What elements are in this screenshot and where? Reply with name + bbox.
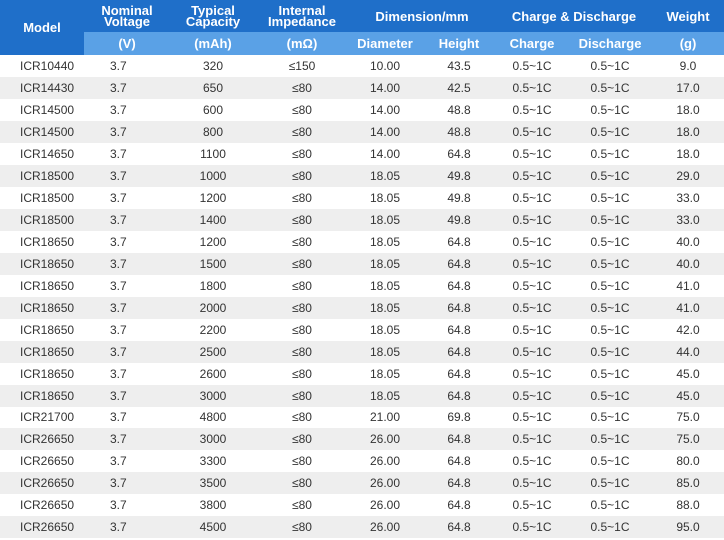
cell-weight: 88.0 bbox=[652, 494, 724, 516]
table-row bbox=[0, 297, 724, 319]
cell-voltage: 3.7 bbox=[84, 275, 170, 297]
cell-charge: 0.5~1C bbox=[496, 450, 568, 472]
header-row-units bbox=[0, 32, 724, 55]
cell-impedance: ≤80 bbox=[256, 143, 348, 165]
cell-discharge: 0.5~1C bbox=[568, 385, 652, 407]
cell-height: 42.5 bbox=[422, 77, 496, 99]
cell-voltage: 3.7 bbox=[84, 143, 170, 165]
cell-impedance: ≤80 bbox=[256, 450, 348, 472]
cell-capacity: 1200 bbox=[170, 231, 256, 253]
cell-discharge: 0.5~1C bbox=[568, 121, 652, 143]
cell-weight: 33.0 bbox=[652, 187, 724, 209]
table-row bbox=[0, 341, 724, 363]
cell-weight: 29.0 bbox=[652, 165, 724, 187]
cell-diameter: 14.00 bbox=[348, 121, 422, 143]
cell-capacity: 800 bbox=[170, 121, 256, 143]
cell-weight: 45.0 bbox=[652, 363, 724, 385]
cell-weight: 40.0 bbox=[652, 231, 724, 253]
cell-charge: 0.5~1C bbox=[496, 99, 568, 121]
cell-charge: 0.5~1C bbox=[496, 275, 568, 297]
cell-impedance: ≤80 bbox=[256, 472, 348, 494]
cell-model: ICR18650 bbox=[0, 275, 84, 297]
cell-diameter: 14.00 bbox=[348, 99, 422, 121]
cell-diameter: 26.00 bbox=[348, 428, 422, 450]
cell-height: 64.8 bbox=[422, 143, 496, 165]
table-row bbox=[0, 428, 724, 450]
cell-capacity: 650 bbox=[170, 77, 256, 99]
cell-diameter: 21.00 bbox=[348, 407, 422, 429]
cell-diameter: 18.05 bbox=[348, 231, 422, 253]
cell-charge: 0.5~1C bbox=[496, 363, 568, 385]
cell-impedance: ≤80 bbox=[256, 407, 348, 429]
cell-weight: 33.0 bbox=[652, 209, 724, 231]
header-discharge: Discharge bbox=[568, 32, 652, 55]
cell-voltage: 3.7 bbox=[84, 450, 170, 472]
cell-voltage: 3.7 bbox=[84, 165, 170, 187]
cell-capacity: 2600 bbox=[170, 363, 256, 385]
cell-model: ICR18650 bbox=[0, 319, 84, 341]
table-body bbox=[0, 55, 724, 538]
cell-charge: 0.5~1C bbox=[496, 143, 568, 165]
cell-impedance: ≤80 bbox=[256, 297, 348, 319]
cell-impedance: ≤80 bbox=[256, 385, 348, 407]
cell-diameter: 18.05 bbox=[348, 275, 422, 297]
cell-charge: 0.5~1C bbox=[496, 385, 568, 407]
cell-voltage: 3.7 bbox=[84, 77, 170, 99]
cell-charge: 0.5~1C bbox=[496, 121, 568, 143]
cell-weight: 42.0 bbox=[652, 319, 724, 341]
cell-voltage: 3.7 bbox=[84, 231, 170, 253]
cell-model: ICR10440 bbox=[0, 55, 84, 77]
cell-height: 64.8 bbox=[422, 385, 496, 407]
cell-discharge: 0.5~1C bbox=[568, 55, 652, 77]
table-row bbox=[0, 253, 724, 275]
cell-charge: 0.5~1C bbox=[496, 319, 568, 341]
cell-height: 64.8 bbox=[422, 450, 496, 472]
cell-height: 64.8 bbox=[422, 428, 496, 450]
cell-capacity: 4500 bbox=[170, 516, 256, 538]
cell-voltage: 3.7 bbox=[84, 121, 170, 143]
cell-weight: 9.0 bbox=[652, 55, 724, 77]
table-row bbox=[0, 450, 724, 472]
cell-height: 64.8 bbox=[422, 253, 496, 275]
header-weight: Weight bbox=[652, 0, 724, 32]
cell-impedance: ≤80 bbox=[256, 341, 348, 363]
cell-capacity: 3000 bbox=[170, 385, 256, 407]
cell-capacity: 2200 bbox=[170, 319, 256, 341]
table-row bbox=[0, 55, 724, 77]
table-row bbox=[0, 165, 724, 187]
cell-impedance: ≤80 bbox=[256, 99, 348, 121]
cell-diameter: 14.00 bbox=[348, 77, 422, 99]
cell-voltage: 3.7 bbox=[84, 494, 170, 516]
table-row bbox=[0, 385, 724, 407]
cell-diameter: 18.05 bbox=[348, 253, 422, 275]
cell-model: ICR14500 bbox=[0, 121, 84, 143]
cell-voltage: 3.7 bbox=[84, 363, 170, 385]
cell-model: ICR26650 bbox=[0, 472, 84, 494]
table-row bbox=[0, 363, 724, 385]
header-unit-mah: (mAh) bbox=[170, 32, 256, 55]
cell-model: ICR21700 bbox=[0, 407, 84, 429]
cell-height: 43.5 bbox=[422, 55, 496, 77]
cell-height: 64.8 bbox=[422, 472, 496, 494]
cell-impedance: ≤150 bbox=[256, 55, 348, 77]
header-unit-v: (V) bbox=[84, 32, 170, 55]
cell-height: 49.8 bbox=[422, 209, 496, 231]
cell-discharge: 0.5~1C bbox=[568, 516, 652, 538]
cell-charge: 0.5~1C bbox=[496, 494, 568, 516]
cell-weight: 75.0 bbox=[652, 407, 724, 429]
cell-impedance: ≤80 bbox=[256, 516, 348, 538]
header-unit-mohm: (mΩ) bbox=[256, 32, 348, 55]
table-row bbox=[0, 231, 724, 253]
cell-discharge: 0.5~1C bbox=[568, 275, 652, 297]
cell-discharge: 0.5~1C bbox=[568, 407, 652, 429]
cell-weight: 44.0 bbox=[652, 341, 724, 363]
cell-height: 64.8 bbox=[422, 231, 496, 253]
cell-voltage: 3.7 bbox=[84, 341, 170, 363]
cell-voltage: 3.7 bbox=[84, 516, 170, 538]
cell-model: ICR18500 bbox=[0, 209, 84, 231]
cell-impedance: ≤80 bbox=[256, 209, 348, 231]
cell-model: ICR14500 bbox=[0, 99, 84, 121]
cell-model: ICR18650 bbox=[0, 231, 84, 253]
cell-charge: 0.5~1C bbox=[496, 55, 568, 77]
table-row bbox=[0, 121, 724, 143]
cell-charge: 0.5~1C bbox=[496, 516, 568, 538]
cell-charge: 0.5~1C bbox=[496, 253, 568, 275]
cell-voltage: 3.7 bbox=[84, 472, 170, 494]
cell-diameter: 18.05 bbox=[348, 209, 422, 231]
cell-charge: 0.5~1C bbox=[496, 428, 568, 450]
cell-impedance: ≤80 bbox=[256, 231, 348, 253]
cell-discharge: 0.5~1C bbox=[568, 363, 652, 385]
cell-weight: 41.0 bbox=[652, 297, 724, 319]
header-height: Height bbox=[422, 32, 496, 55]
cell-height: 64.8 bbox=[422, 341, 496, 363]
cell-voltage: 3.7 bbox=[84, 99, 170, 121]
header-model: Model bbox=[0, 0, 84, 55]
header-unit-g: (g) bbox=[652, 32, 724, 55]
cell-height: 69.8 bbox=[422, 407, 496, 429]
cell-capacity: 2500 bbox=[170, 341, 256, 363]
cell-charge: 0.5~1C bbox=[496, 187, 568, 209]
header-diameter: Diameter bbox=[348, 32, 422, 55]
cell-diameter: 14.00 bbox=[348, 143, 422, 165]
cell-discharge: 0.5~1C bbox=[568, 77, 652, 99]
cell-capacity: 2000 bbox=[170, 297, 256, 319]
cell-diameter: 18.05 bbox=[348, 165, 422, 187]
cell-capacity: 1100 bbox=[170, 143, 256, 165]
cell-weight: 80.0 bbox=[652, 450, 724, 472]
header-dimension: Dimension/mm bbox=[348, 0, 496, 32]
cell-height: 48.8 bbox=[422, 121, 496, 143]
cell-model: ICR18650 bbox=[0, 363, 84, 385]
cell-voltage: 3.7 bbox=[84, 297, 170, 319]
cell-model: ICR18500 bbox=[0, 165, 84, 187]
table-row bbox=[0, 77, 724, 99]
cell-capacity: 1400 bbox=[170, 209, 256, 231]
cell-discharge: 0.5~1C bbox=[568, 472, 652, 494]
cell-model: ICR26650 bbox=[0, 494, 84, 516]
cell-discharge: 0.5~1C bbox=[568, 341, 652, 363]
cell-impedance: ≤80 bbox=[256, 165, 348, 187]
cell-discharge: 0.5~1C bbox=[568, 187, 652, 209]
cell-weight: 85.0 bbox=[652, 472, 724, 494]
cell-diameter: 26.00 bbox=[348, 516, 422, 538]
cell-model: ICR26650 bbox=[0, 516, 84, 538]
cell-impedance: ≤80 bbox=[256, 363, 348, 385]
header-typical-capacity: Typical Capacity bbox=[170, 0, 256, 32]
cell-voltage: 3.7 bbox=[84, 407, 170, 429]
header-row-top bbox=[0, 0, 724, 32]
cell-discharge: 0.5~1C bbox=[568, 428, 652, 450]
cell-diameter: 10.00 bbox=[348, 55, 422, 77]
cell-voltage: 3.7 bbox=[84, 55, 170, 77]
cell-height: 64.8 bbox=[422, 494, 496, 516]
table-row bbox=[0, 494, 724, 516]
table-row bbox=[0, 143, 724, 165]
cell-diameter: 18.05 bbox=[348, 319, 422, 341]
cell-discharge: 0.5~1C bbox=[568, 297, 652, 319]
table-row bbox=[0, 187, 724, 209]
cell-discharge: 0.5~1C bbox=[568, 319, 652, 341]
header-internal-impedance: Internal Impedance bbox=[256, 0, 348, 32]
cell-capacity: 320 bbox=[170, 55, 256, 77]
cell-model: ICR18650 bbox=[0, 253, 84, 275]
cell-model: ICR18500 bbox=[0, 187, 84, 209]
cell-impedance: ≤80 bbox=[256, 187, 348, 209]
cell-discharge: 0.5~1C bbox=[568, 494, 652, 516]
cell-charge: 0.5~1C bbox=[496, 209, 568, 231]
table-row bbox=[0, 516, 724, 538]
cell-voltage: 3.7 bbox=[84, 253, 170, 275]
cell-weight: 45.0 bbox=[652, 385, 724, 407]
cell-impedance: ≤80 bbox=[256, 275, 348, 297]
cell-model: ICR26650 bbox=[0, 450, 84, 472]
cell-model: ICR18650 bbox=[0, 385, 84, 407]
cell-voltage: 3.7 bbox=[84, 209, 170, 231]
header-nominal-voltage: Nominal Voltage bbox=[84, 0, 170, 32]
cell-height: 48.8 bbox=[422, 99, 496, 121]
cell-voltage: 3.7 bbox=[84, 319, 170, 341]
cell-voltage: 3.7 bbox=[84, 428, 170, 450]
table-row bbox=[0, 319, 724, 341]
cell-diameter: 18.05 bbox=[348, 341, 422, 363]
cell-charge: 0.5~1C bbox=[496, 472, 568, 494]
cell-capacity: 4800 bbox=[170, 407, 256, 429]
cell-weight: 40.0 bbox=[652, 253, 724, 275]
cell-diameter: 26.00 bbox=[348, 450, 422, 472]
cell-diameter: 18.05 bbox=[348, 187, 422, 209]
cell-weight: 95.0 bbox=[652, 516, 724, 538]
cell-discharge: 0.5~1C bbox=[568, 99, 652, 121]
cell-diameter: 18.05 bbox=[348, 297, 422, 319]
cell-diameter: 26.00 bbox=[348, 472, 422, 494]
cell-capacity: 1000 bbox=[170, 165, 256, 187]
cell-charge: 0.5~1C bbox=[496, 297, 568, 319]
cell-charge: 0.5~1C bbox=[496, 165, 568, 187]
table-row bbox=[0, 99, 724, 121]
cell-discharge: 0.5~1C bbox=[568, 143, 652, 165]
header-charge: Charge bbox=[496, 32, 568, 55]
cell-height: 49.8 bbox=[422, 187, 496, 209]
cell-height: 64.8 bbox=[422, 275, 496, 297]
cell-height: 64.8 bbox=[422, 516, 496, 538]
cell-charge: 0.5~1C bbox=[496, 231, 568, 253]
cell-voltage: 3.7 bbox=[84, 187, 170, 209]
cell-model: ICR18650 bbox=[0, 297, 84, 319]
cell-impedance: ≤80 bbox=[256, 428, 348, 450]
cell-diameter: 18.05 bbox=[348, 363, 422, 385]
cell-capacity: 3300 bbox=[170, 450, 256, 472]
cell-discharge: 0.5~1C bbox=[568, 231, 652, 253]
table-row bbox=[0, 407, 724, 429]
cell-height: 49.8 bbox=[422, 165, 496, 187]
cell-impedance: ≤80 bbox=[256, 253, 348, 275]
cell-charge: 0.5~1C bbox=[496, 341, 568, 363]
cell-model: ICR14430 bbox=[0, 77, 84, 99]
cell-charge: 0.5~1C bbox=[496, 407, 568, 429]
cell-weight: 18.0 bbox=[652, 121, 724, 143]
cell-model: ICR14650 bbox=[0, 143, 84, 165]
cell-model: ICR26650 bbox=[0, 428, 84, 450]
cell-capacity: 1200 bbox=[170, 187, 256, 209]
cell-weight: 17.0 bbox=[652, 77, 724, 99]
cell-weight: 41.0 bbox=[652, 275, 724, 297]
cell-capacity: 3000 bbox=[170, 428, 256, 450]
cell-discharge: 0.5~1C bbox=[568, 209, 652, 231]
cell-capacity: 3500 bbox=[170, 472, 256, 494]
header-charge-discharge: Charge & Discharge bbox=[496, 0, 652, 32]
cell-charge: 0.5~1C bbox=[496, 77, 568, 99]
cell-weight: 75.0 bbox=[652, 428, 724, 450]
cell-height: 64.8 bbox=[422, 319, 496, 341]
cell-weight: 18.0 bbox=[652, 143, 724, 165]
cell-impedance: ≤80 bbox=[256, 319, 348, 341]
cell-model: ICR18650 bbox=[0, 341, 84, 363]
cell-impedance: ≤80 bbox=[256, 494, 348, 516]
cell-impedance: ≤80 bbox=[256, 77, 348, 99]
cell-weight: 18.0 bbox=[652, 99, 724, 121]
cell-capacity: 600 bbox=[170, 99, 256, 121]
cell-capacity: 1800 bbox=[170, 275, 256, 297]
cell-discharge: 0.5~1C bbox=[568, 450, 652, 472]
table-row bbox=[0, 209, 724, 231]
cell-impedance: ≤80 bbox=[256, 121, 348, 143]
cell-discharge: 0.5~1C bbox=[568, 165, 652, 187]
cell-capacity: 3800 bbox=[170, 494, 256, 516]
cell-diameter: 18.05 bbox=[348, 385, 422, 407]
cell-discharge: 0.5~1C bbox=[568, 253, 652, 275]
table-row bbox=[0, 275, 724, 297]
cell-diameter: 26.00 bbox=[348, 494, 422, 516]
cell-capacity: 1500 bbox=[170, 253, 256, 275]
cell-height: 64.8 bbox=[422, 363, 496, 385]
cell-height: 64.8 bbox=[422, 297, 496, 319]
table-row bbox=[0, 472, 724, 494]
cell-voltage: 3.7 bbox=[84, 385, 170, 407]
